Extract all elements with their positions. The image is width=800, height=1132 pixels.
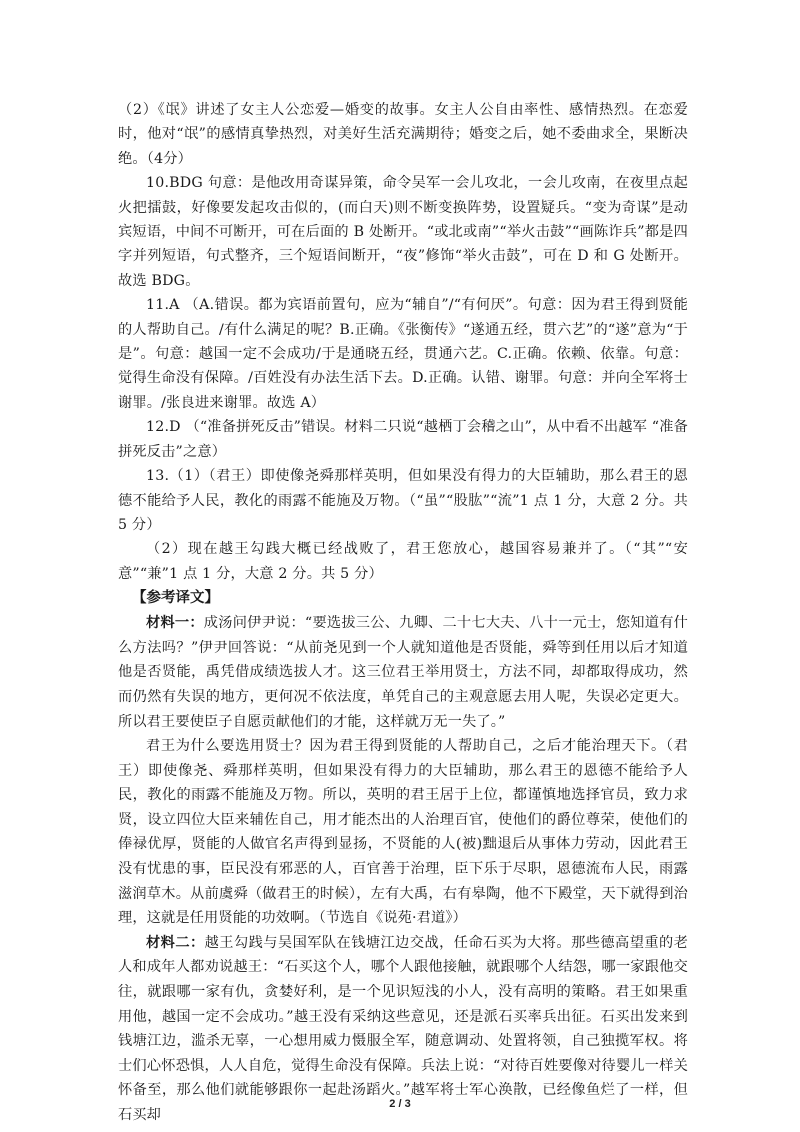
answer-13-1: 13.（1）（君王）即使像尧舜那样英明，但如果没有得力的大臣辅助，那么君王的恩德不能给予人民，教化的雨露不能施及万物。（“虽”“股肱”“流”1 点 1 分，大意 2 分。共 5 分） <box>118 468 688 533</box>
material-label: 材料一： <box>146 615 204 632</box>
page-number: 2 / 3 <box>389 1098 411 1110</box>
answer-12: 12.D （“准备拼死反击”错误。材料二只说“越栖丁会稽之山”，从中看不出越军 “准备拼死反击”之意） <box>118 419 688 460</box>
answer-11: 11.A （A.错误。都为宾语前置句，应为“辅自”/“有何厌”。句意：因为君王得到贤能的人帮助自己。/有什么满足的呢？B.正确。《张衡传》“遂通五经，贯六艺”的“遂”意为“于是”。句意：越国一定不会成功/于是通晓五经，贯通六艺。C.正确。依赖、依靠。句意：觉得生命没有保障。/百姓没有办法生活下去。D.正确。认错、谢罪。句意：并向全军将士谢罪。/张良进来谢罪。故选 A） <box>118 297 688 411</box>
answer-section <box>118 98 688 586</box>
answer-9-2: （2）《氓》讲述了女主人公恋爱—婚变的故事。女主人公自由率性、感情热烈。在恋爱时，他对“氓”的感情真挚热烈，对美好生活充满期待；婚变之后，她不委曲求全，果断决绝。（4分） <box>118 102 688 167</box>
answer-13-2: （2）现在越王勾践大概已经战败了，君王您放心，越国容易兼并了。（“其”“安意”“兼”1 点 1 分，大意 2 分。共 5 分） <box>118 541 688 582</box>
translation-paragraph <box>118 611 688 734</box>
translation-text: 成汤问伊尹说：“要选拔三公、九卿、二十七大夫、八十一元士，您知道有什么方法吗？”伊尹回答说：“从前尧见到一个人就知道他是否贤能，舜等到任用以后才知道他是否贤能，禹凭借成绩选拔人才。这三位君王举用贤士，方法不同，却都取得成功，然而仍然有失误的地方，更何况不依法度，单凭自己的主观意愿去用人呢，失误必定更大。所以君王要使臣子自愿贡献他们的才能，这样就万无一失了。” <box>118 615 688 730</box>
answer-10: 10.BDG 句意：是他改用奇谋异策，命令吴军一会儿攻北，一会儿攻南，在夜里点起火把擂鼓，好像要发起攻击似的，(而白天)则不断变换阵势，设置疑兵。“变为奇谋”是动宾短语，中间不可断开，可在后面的 B 处断开。“或北或南”“举火击鼓”“画陈诈兵”都是四字并列短语，句式整齐，三个短语间断开，“夜”修饰“举火击鼓”，可在 D 和 G 处断开。故选 BDG。 <box>118 175 688 289</box>
translation-paragraph <box>118 734 688 931</box>
material-label: 材料二： <box>146 934 205 951</box>
document-page <box>118 98 688 1128</box>
translation-text: 越王勾践与吴国军队在钱塘江边交战，任命石买为大将。那些德高望重的老人和成年人都劝说越王：“石买这个人，哪个人跟他接触，就跟哪个人结怨，哪一家跟他交往，就跟哪一家有仇，贪婪好利，是一个见识短浅的小人，没有高明的策略。君王如果重用他，越国一定不会成功。”越王没有采纳这些意见，还是派石买率兵出征。石买出发来到钱塘江边，滥杀无辜，一心想用威力慑服全军，随意调动、处置将领，自己独揽军权。将士们心怀恐惧，人人自危，觉得生命没有保障。兵法上说：“对待百姓要像对待婴儿一样关怀备至，那么他们就能够跟你一起赴汤蹈火。”越军将士军心涣散，已经像鱼烂了一样，但石买却 <box>118 934 689 1123</box>
translation-text: 君王为什么要选用贤士？因为君王得到贤能的人帮助自己，之后才能治理天下。（君王）即使像尧、舜那样英明，但如果没有得力的大臣辅助，那么君王的恩德不能给予人民，教化的雨露不能施及万物。所以，英明的君王居于上位，都谨慎地选择官员，致力求贤，设立四位大臣来辅佐自己，用才能杰出的人治理百官，使他们的爵位尊荣，使他们的俸禄优厚，贤能的人做官名声得到显扬，不贤能的人(被)黜退后从事体力劳动，因此君王没有忧患的事，臣民没有邪恶的人，百官善于治理，臣下乐于尽职，恩德流布人民，雨露滋润草木。从前虞舜（做君王的时候），左有大禹，右有皋陶，他不下殿堂，天下就得到治理，这就是任用贤能的功效啊。（节选自《说苑·君道》） <box>118 738 688 927</box>
translation-heading: 【参考译文】 <box>132 590 219 607</box>
translation-section <box>118 611 688 1127</box>
